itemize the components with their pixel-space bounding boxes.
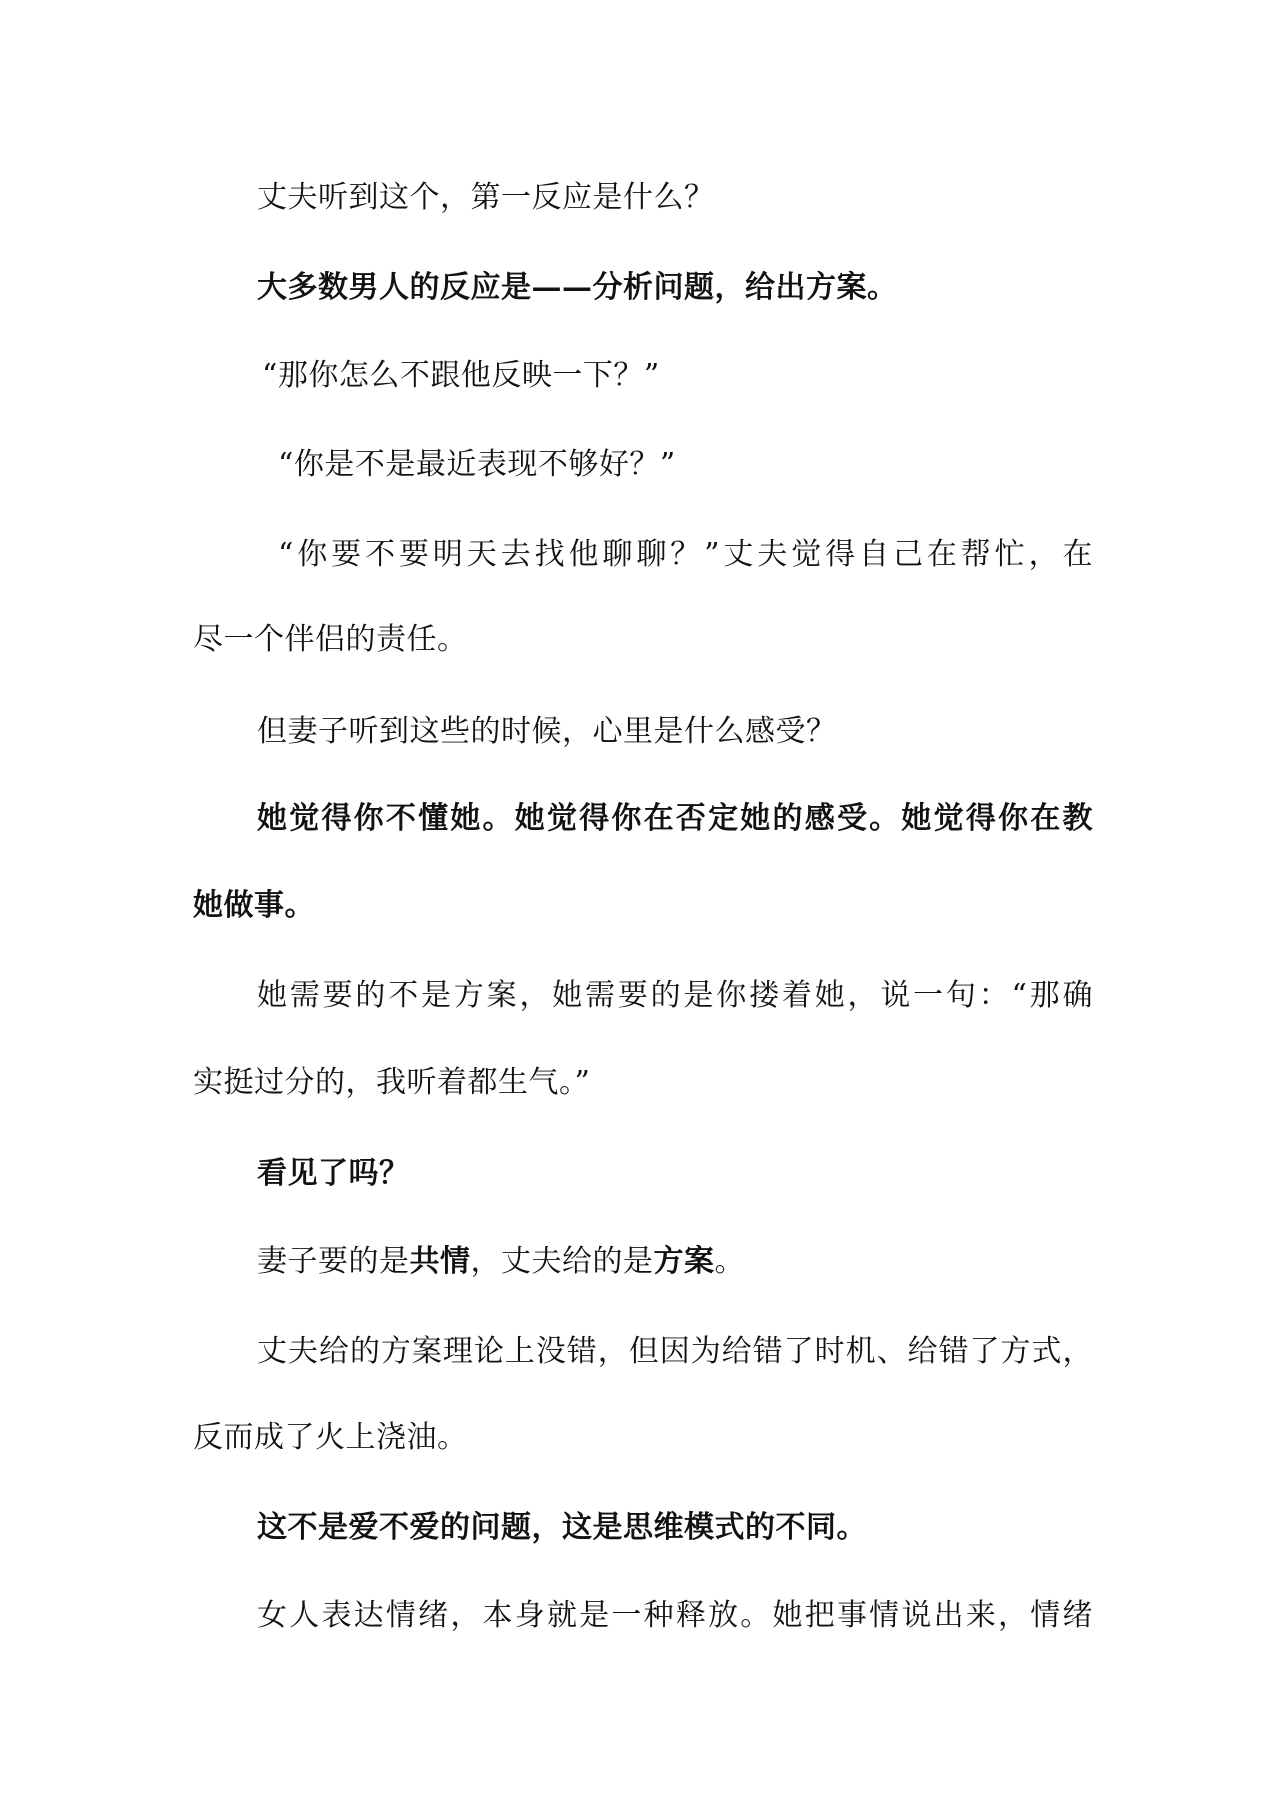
paragraph-empathy-vs-solution <box>257 1242 1093 1282</box>
paragraph-women-express-emotion: 女人表达情绪，本身就是一种释放。她把事情说出来，情绪 <box>257 1598 1093 1633</box>
paragraph-she-feels-line1: 她觉得你不懂她。她觉得你在否定她的感受。她觉得你在教 <box>257 801 1093 836</box>
paragraph-she-feels-line2: 她做事。 <box>193 888 315 923</box>
paragraph-solution-wrong-timing-line1: 丈夫给的方案理论上没错，但因为给错了时机、给错了方式， <box>257 1334 1093 1369</box>
paragraph-she-needs-line2: 实挺过分的，我听着都生气。” <box>193 1065 591 1100</box>
text-segment: 。 <box>714 1244 745 1279</box>
quote-not-performing-well: “你是不是最近表现不够好？” <box>278 447 676 482</box>
paragraph-she-needs-line1: 她需要的不是方案，她需要的是你搂着她，说一句：“那确 <box>257 978 1093 1013</box>
text-segment: ，丈夫给的是 <box>470 1244 654 1279</box>
quote-why-not-report: “那你怎么不跟他反映一下？” <box>262 358 660 393</box>
paragraph-most-men-react: 大多数男人的反应是——分析问题，给出方案。 <box>257 270 898 305</box>
paragraph-wife-feeling-question: 但妻子听到这些的时候，心里是什么感受？ <box>257 714 837 749</box>
quote-talk-tomorrow-line2: 尽一个伴侣的责任。 <box>193 622 468 657</box>
paragraph-thinking-mode: 这不是爱不爱的问题，这是思维模式的不同。 <box>257 1510 867 1545</box>
paragraph-see-it: 看见了吗？ <box>257 1156 410 1191</box>
text-segment: 妻子要的是 <box>257 1244 410 1279</box>
emphasis-solution: 方案 <box>653 1244 715 1279</box>
paragraph-solution-wrong-timing-line2: 反而成了火上浇油。 <box>193 1420 468 1455</box>
quote-talk-tomorrow-line1: “你要不要明天去找他聊聊？”丈夫觉得自己在帮忙，在 <box>278 537 1093 572</box>
emphasis-empathy: 共情 <box>409 1244 471 1279</box>
paragraph-husband-first-reaction: 丈夫听到这个，第一反应是什么？ <box>257 180 715 215</box>
